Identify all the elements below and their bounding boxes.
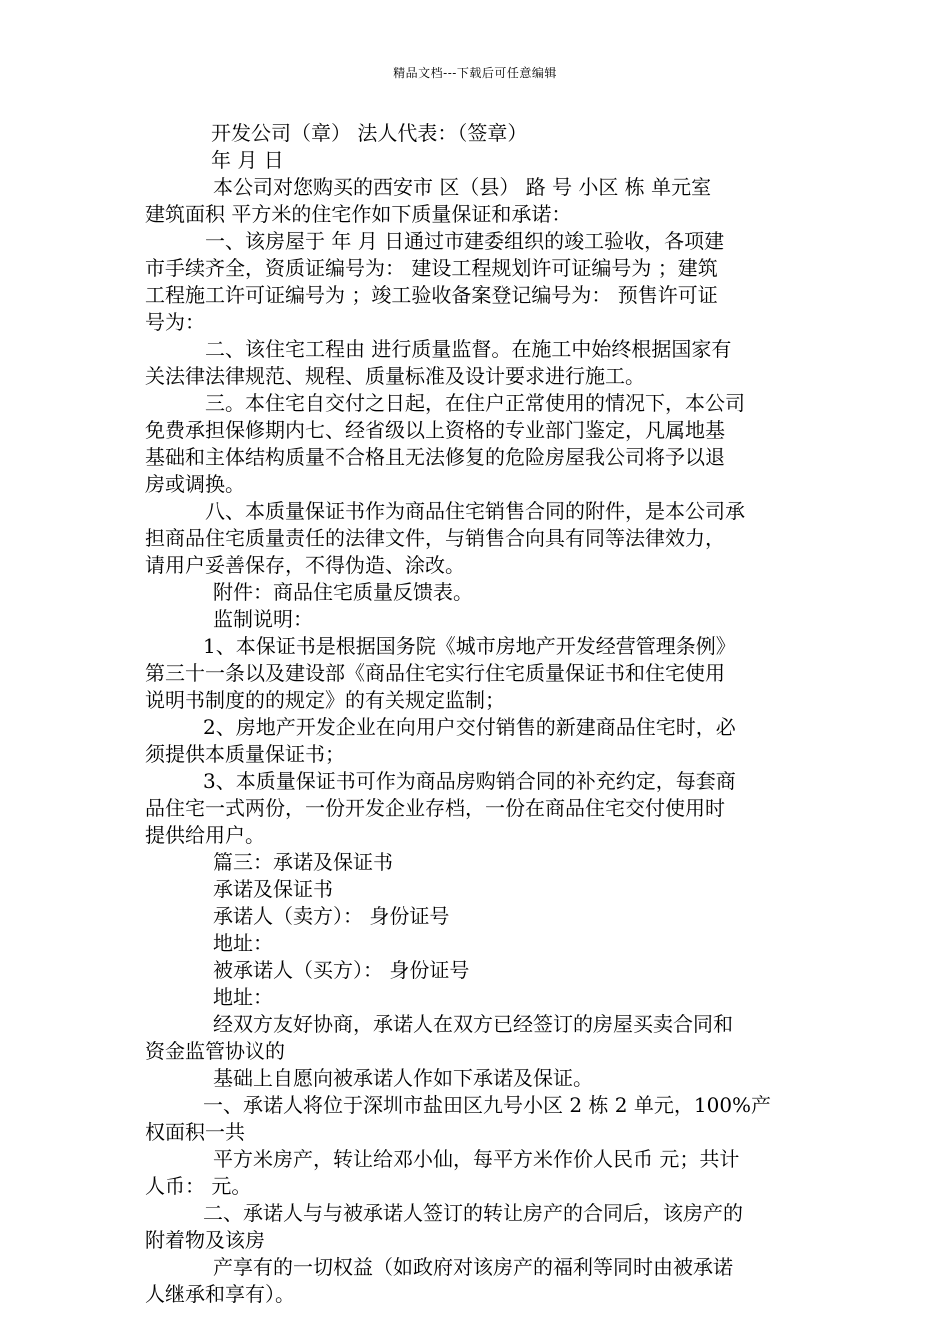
text-line: 第三十一条以及建设部《商品住宅实行住宅质量保证书和住宅使用: [145, 661, 725, 685]
text-line: 市手续齐全，资质证编号为： 建设工程规划许可证编号为 ；建筑: [145, 256, 718, 280]
text-line: 1、本保证书是根据国务院《城市房地产开发经营管理条例》: [203, 634, 736, 658]
text-line: 基础和主体结构质量不合格且无法修复的危险房屋我公司将予以退: [145, 445, 725, 469]
text-line: 附着物及该房: [145, 1228, 265, 1252]
text-line: 一、该房屋于 年 月 日通过市建委组织的竣工验收，各项建: [205, 229, 725, 253]
text-line: 请用户妥善保存，不得伪造、涂改。: [145, 553, 465, 577]
text-line: 三。本住宅自交付之日起，在住户正常使用的情况下，本公司: [205, 391, 745, 415]
text-line: 产享有的一切权益（如政府对该房产的福利等同时由被承诺: [213, 1255, 733, 1279]
text-line: 品住宅一式两份，一份开发企业存档，一份在商品住宅交付使用时: [145, 796, 725, 820]
text-line: 说明书制度的的规定》的有关规定监制；: [145, 688, 505, 712]
text-line: 提供给用户。: [145, 823, 265, 847]
text-line: 3、本质量保证书可作为商品房购销合同的补充约定，每套商: [203, 769, 736, 793]
text-line: 承诺及保证书: [213, 877, 333, 901]
text-line: 工程施工许可证编号为 ；竣工验收备案登记编号为： 预售许可证: [145, 283, 718, 307]
text-line: 须提供本质量保证书；: [145, 742, 345, 766]
text-line: 关法律法律规范、规程、质量标准及设计要求进行施工。: [145, 364, 645, 388]
text-line: 地址：: [213, 931, 273, 955]
text-line: 资金监管协议的: [145, 1039, 285, 1063]
text-line: 篇三：承诺及保证书: [213, 850, 393, 874]
text-line: 八、本质量保证书作为商品住宅销售合同的附件，是本公司承: [205, 499, 745, 523]
text-line: 人继承和享有）。: [145, 1282, 295, 1306]
text-line: 担商品住宅质量责任的法律文件，与销售合向具有同等法律效力，: [145, 526, 725, 550]
text-line: 被承诺人（买方）： 身份证号: [213, 958, 470, 982]
text-line: 年 月 日: [211, 148, 284, 172]
text-line: 人币： 元。: [145, 1174, 252, 1198]
text-line: 承诺人（卖方）： 身份证号: [213, 904, 450, 928]
text-line: 二、该住宅工程由 进行质量监督。在施工中始终根据国家有: [205, 337, 732, 361]
text-line: 开发公司（章） 法人代表：（签章）: [211, 121, 528, 145]
document-body: [145, 120, 810, 1308]
text-line: 地址：: [213, 985, 273, 1009]
text-line: 基础上自愿向被承诺人作如下承诺及保证。: [213, 1066, 593, 1090]
text-line: 经双方友好协商，承诺人在双方已经签订的房屋买卖合同和: [213, 1012, 733, 1036]
text-line: 建筑面积 平方米的住宅作如下质量保证和承诺：: [145, 202, 572, 226]
page-header: 精品文档---下载后可任意编辑: [393, 66, 557, 80]
text-line: 免费承担保修期内七、经省级以上资格的专业部门鉴定，凡属地基: [145, 418, 725, 442]
text-line: 一、承诺人将位于深圳市盐田区九号小区 2 栋 2 单元，100%产: [203, 1093, 772, 1117]
text-line: 本公司对您购买的西安市 区（县） 路 号 小区 栋 单元室: [213, 175, 712, 199]
text-line: 平方米房产，转让给邓小仙，每平方米作价人民币 元；共计: [213, 1147, 740, 1171]
text-line: 附件：商品住宅质量反馈表。: [213, 580, 473, 604]
text-line: 权面积一共: [145, 1120, 245, 1144]
text-line: 二、承诺人与与被承诺人签订的转让房产的合同后，该房产的: [203, 1201, 743, 1225]
text-line: 号为：: [145, 310, 205, 334]
text-line: 2、房地产开发企业在向用户交付销售的新建商品住宅时，必: [203, 715, 736, 739]
text-line: 房或调换。: [145, 472, 245, 496]
text-line: 监制说明：: [213, 607, 313, 631]
